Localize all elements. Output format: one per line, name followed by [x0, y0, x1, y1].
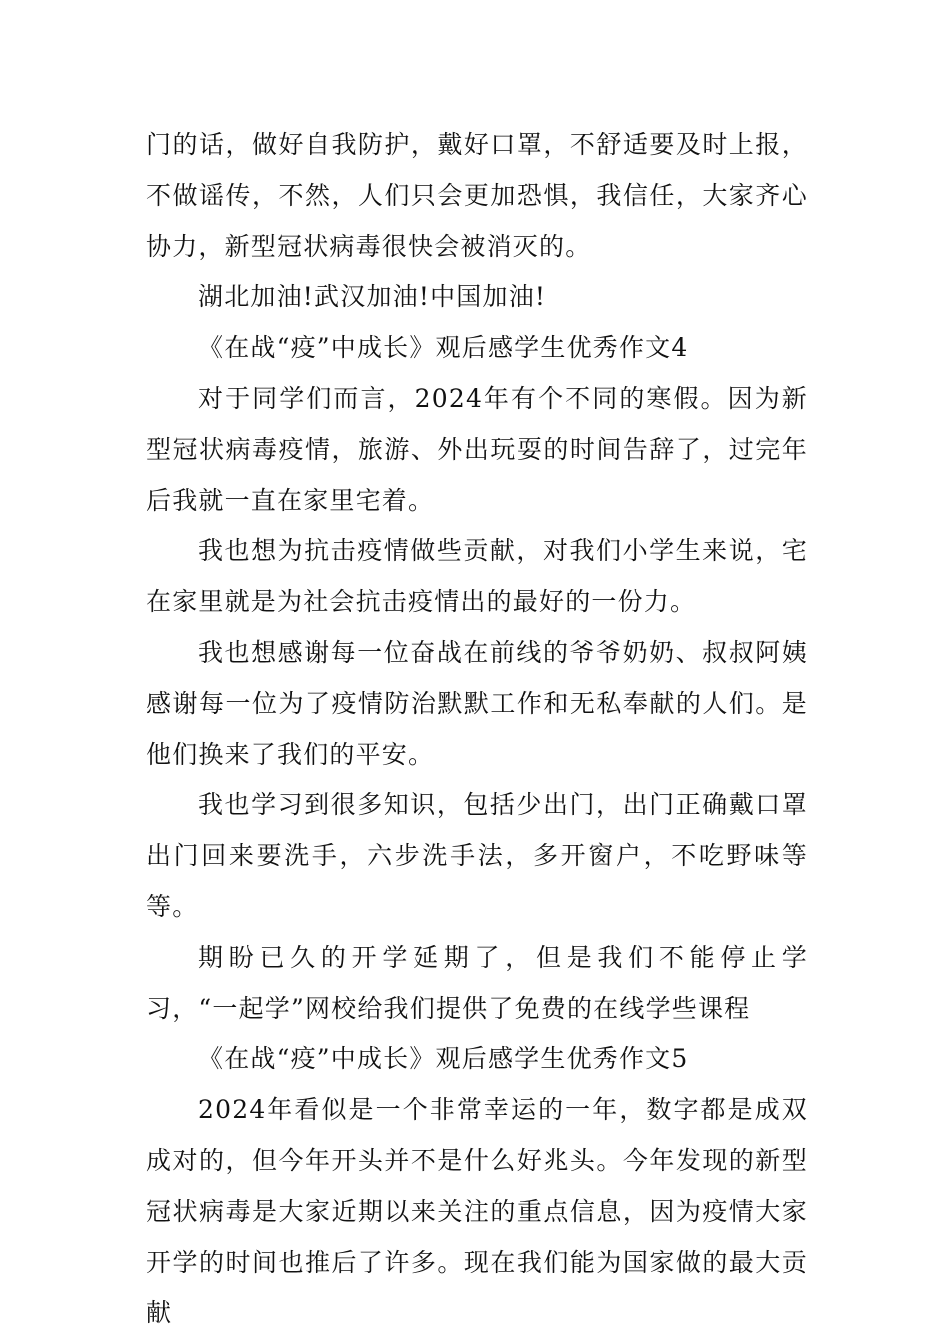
paragraph-cheer: 湖北加油!武汉加油!中国加油! [198, 282, 547, 312]
document-body [146, 120, 808, 1339]
essay-heading-4: 《在战“疫”中成长》观后感学生优秀作文4 [198, 333, 689, 363]
paragraph-continuation: 门的话，做好自我防护，戴好口罩，不舒适要及时上报，不做谣传，不然，人们只会更加恐惧，我信任，大家齐心协力，新型冠状病毒很快会被消灭的。 [146, 130, 808, 261]
paragraph: 期盼已久的开学延期了，但是我们不能停止学习，“一起学”网校给我们提供了免费的在线学些课程 [146, 942, 808, 1023]
paragraph: 我也学习到很多知识，包括少出门，出门正确戴口罩出门回来要洗手，六步洗手法，多开窗户，不吃野味等等。 [146, 790, 808, 921]
paragraph: 我也想为抗击疫情做些贡献，对我们小学生来说，宅在家里就是为社会抗击疫情出的最好的一份力。 [146, 536, 808, 617]
essay-heading-5: 《在战“疫”中成长》观后感学生优秀作文5 [198, 1044, 689, 1074]
paragraph: 对于同学们而言，2024年有个不同的寒假。因为新型冠状病毒疫情，旅游、外出玩耍的时间告辞了，过完年后我就一直在家里宅着。 [146, 383, 808, 515]
paragraph: 我也想感谢每一位奋战在前线的爷爷奶奶、叔叔阿姨感谢每一位为了疫情防治默默工作和无私奉献的人们。是他们换来了我们的平安。 [146, 637, 808, 769]
paragraph: 2024年看似是一个非常幸运的一年，数字都是成双成对的，但今年开头并不是什么好兆头。今年发现的新型冠状病毒是大家近期以来关注的重点信息，因为疫情大家开学的时间也推后了许多。现在我们能为国家做的最大贡献 [146, 1095, 808, 1328]
